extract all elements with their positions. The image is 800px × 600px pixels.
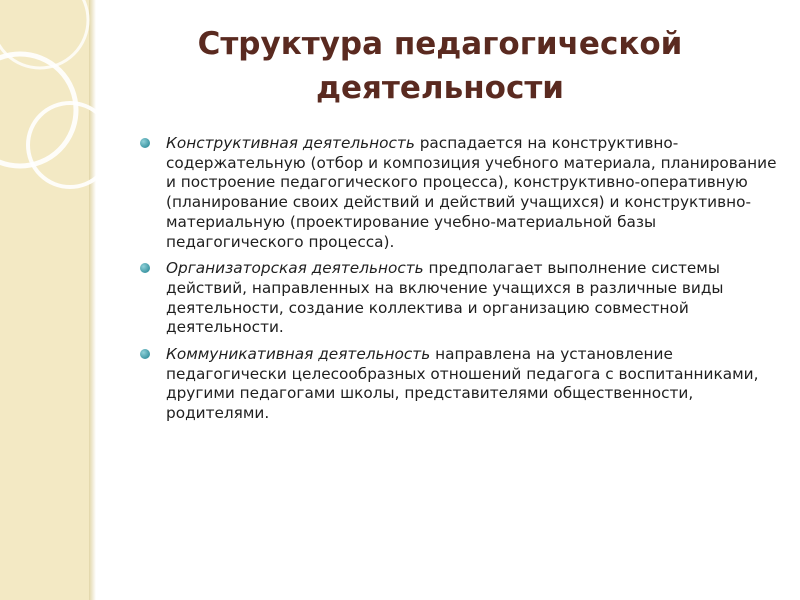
bullet-text: предполагает выполнение системы действий, направленных на включение учащихся в различные виды деятельности, создание коллектива и организацию совместной деятельности. — [166, 259, 724, 337]
ornament-circle-small — [28, 103, 112, 187]
slide-title: Структура педагогической деятельности — [197, 26, 683, 106]
bullet-text: направлена на установление педагогически целесообразных отношений педагога с воспитанниками, другими педагогами школы, представителями общественности, родителями. — [166, 345, 759, 423]
ornament-circle-large — [0, 54, 76, 166]
bullet-dot-icon — [140, 263, 150, 273]
bullet-term: Конструктивная деятельность — [166, 134, 415, 152]
bullet-text: распадается на конструктивно-содержательную (отбор и композиция учебного материала, планирование и построение педагогического процесса), конструктивно-оперативную (планирование своих действий и действий учащихся) и конструктивно-материальную (проектирование учебно-материальной базы педагогического процесса). — [166, 134, 777, 251]
bullet-term: Коммуникативная деятельность — [166, 345, 431, 364]
bullet-term: Организаторская деятельность — [166, 259, 424, 278]
bullet-dot-icon — [140, 349, 150, 359]
bullet-dot-icon — [140, 138, 150, 148]
circle-ornament — [0, 0, 130, 600]
bullet-item — [140, 134, 780, 252]
bullet-list — [140, 134, 780, 431]
bullet-item — [140, 259, 780, 338]
bullet-item — [140, 345, 780, 424]
